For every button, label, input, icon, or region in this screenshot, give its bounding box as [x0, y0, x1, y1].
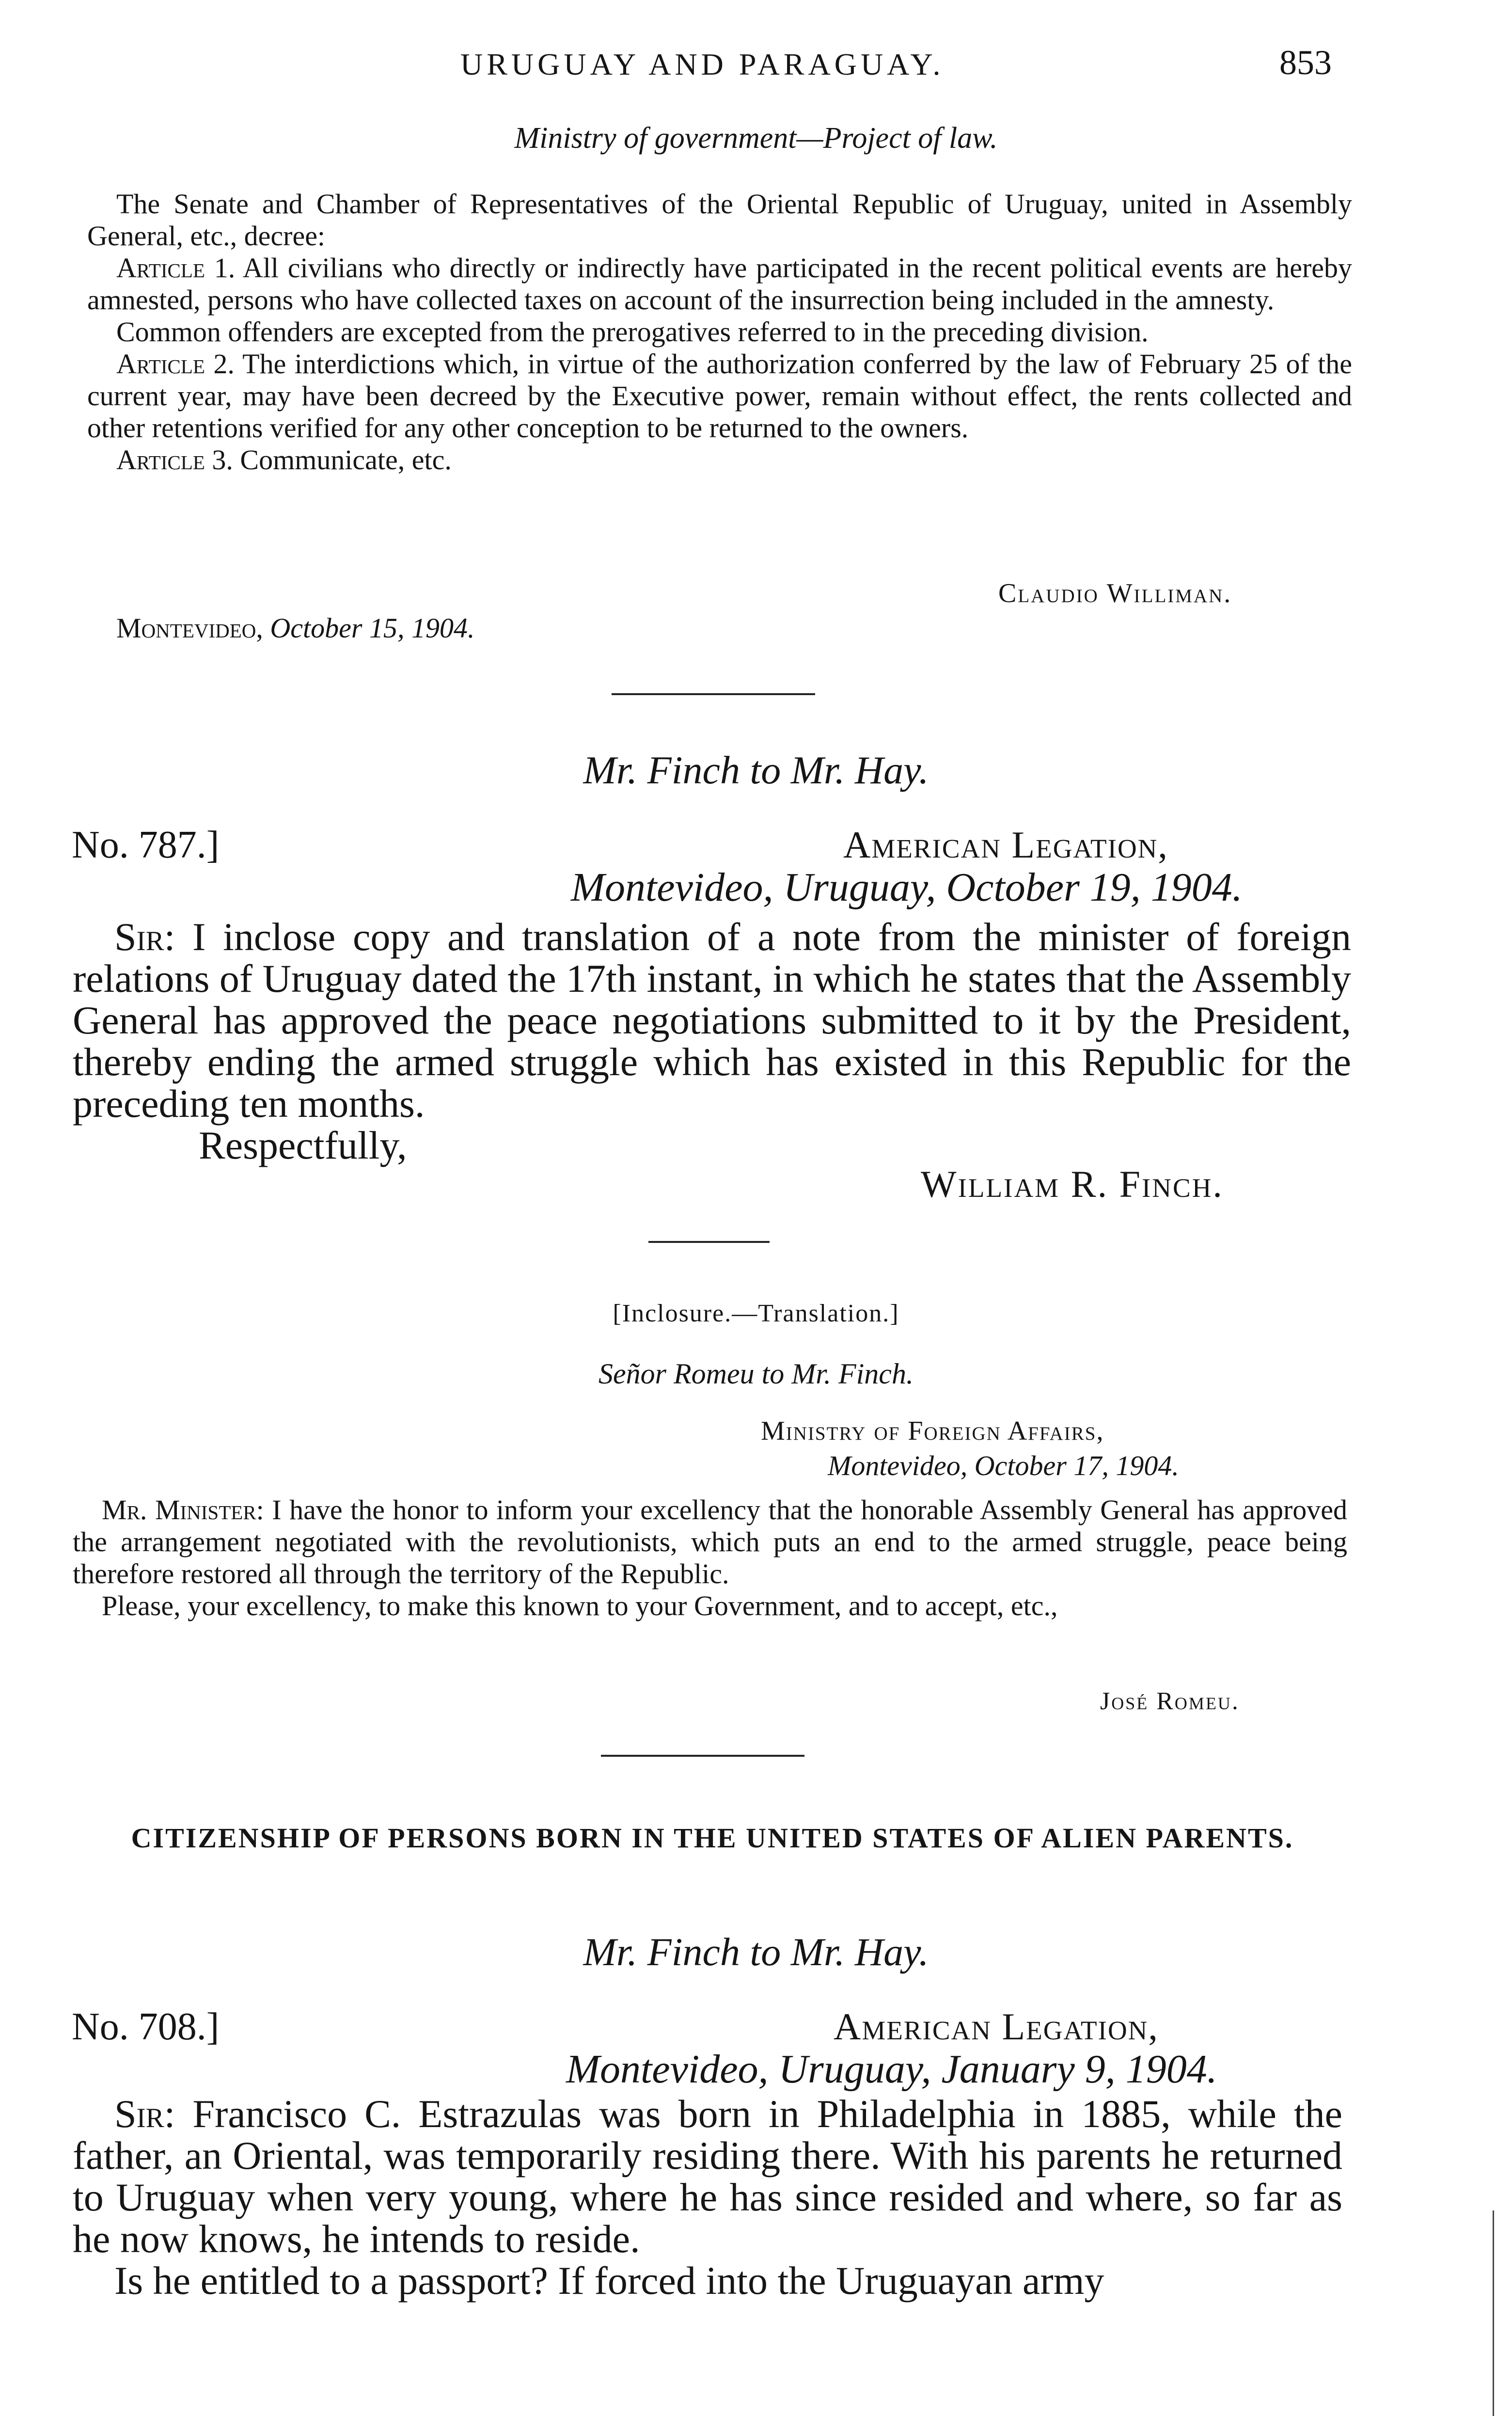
- letter-787-text: I inclose copy and translation of a note from the minister of foreign relations of Uruguay dated the 17th instant, in which he states that the Assembly General has approved the peace negotiations submitted to it by the President, thereby ending the armed struggle which has existed in this Republic for the preceding ten months.: [73, 915, 1352, 1126]
- letter-787-title: Mr. Finch to Mr. Hay.: [583, 748, 929, 792]
- article-label: Article: [116, 444, 205, 476]
- article-3: Article 3. Communicate, etc.: [116, 444, 452, 476]
- letter-787-closing: Respectfully,: [199, 1123, 407, 1167]
- section-divider: [612, 693, 815, 695]
- inclosure-place-date: Montevideo, October 17, 1904.: [828, 1450, 1179, 1481]
- page-number: 853: [1279, 43, 1332, 82]
- inclosure-text: I have the honor to inform your excellency that the honorable Assembly General has approved the arrangement negotiated with the revolutionists, which puts an end to the armed struggle, peace being therefore restored all through the territory of the Republic.: [73, 1494, 1348, 1589]
- letter-787-sender: American Legation,: [843, 824, 1168, 866]
- article-label: Article: [116, 252, 205, 284]
- letter-708-text: Francisco C. Estrazulas was born in Philadelphia in 1885, while the father, an Oriental, was temporarily residing there. With his parents he returned to Uruguay when very young, where he has since resided and where, so far as he now knows, he intends to reside.: [73, 2092, 1342, 2261]
- letter-708-continuation: Is he entitled to a passport? If forced into the Uruguayan army: [114, 2258, 1104, 2303]
- letter-787-signature: William R. Finch.: [921, 1163, 1224, 1205]
- inclosure-body: [73, 1494, 1347, 1622]
- inclosure-signature: José Romeu.: [1100, 1687, 1240, 1715]
- inclosure-label: [Inclosure.—Translation.]: [613, 1300, 899, 1327]
- project-of-law-body: [87, 188, 1352, 476]
- decree-preamble: The Senate and Chamber of Representatives of the Oriental Republic of Uruguay, united in Assembly General, etc., decree:: [87, 188, 1352, 252]
- salutation: Sir:: [114, 915, 175, 959]
- letter-787-number: No. 787.]: [72, 824, 220, 866]
- article-2: Article 2. The interdictions which, in virtue of the authorization conferred by the law of February 25 of the current year, may have been decreed by the Executive power, remain without effect, the rents collected and other retentions verified for any other conception to be returned to the owners.: [87, 348, 1353, 444]
- section-divider: [601, 1755, 804, 1757]
- salutation: Mr. Minister:: [102, 1494, 264, 1526]
- inclosure-sender: Ministry of Foreign Affairs,: [761, 1416, 1104, 1446]
- project-of-law-signature: Claudio Williman.: [998, 578, 1232, 608]
- inclosure-closing: Please, your excellency, to make this known to your Government, and to accept, etc.,: [102, 1590, 1058, 1621]
- salutation: Sir:: [114, 2092, 175, 2136]
- scan-edge-line: [1493, 2210, 1494, 2416]
- letter-708-body: [73, 2093, 1342, 2302]
- inclosure-title: Señor Romeu to Mr. Finch.: [598, 1358, 914, 1390]
- project-of-law-heading: Ministry of government—Project of law.: [514, 122, 998, 155]
- letter-708-number: No. 708.]: [72, 2005, 220, 2048]
- project-of-law-dateline: [116, 612, 474, 644]
- dateline-date: October 15, 1904.: [270, 612, 475, 644]
- section-heading: CITIZENSHIP OF PERSONS BORN IN THE UNITED STATES OF ALIEN PARENTS.: [131, 1822, 1294, 1854]
- section-divider: [648, 1241, 770, 1243]
- letter-708-title: Mr. Finch to Mr. Hay.: [583, 1930, 929, 1974]
- letter-708-sender: American Legation,: [834, 2005, 1159, 2048]
- article-1: Article 1. All civilians who directly or indirectly have participated in the recent political events are hereby amnested, persons who have collected taxes on account of the insurrection being included in the amnesty.: [87, 252, 1352, 316]
- article-label: Article: [116, 348, 205, 380]
- letter-787-body: [73, 916, 1351, 1166]
- dateline-place: Montevideo,: [116, 612, 263, 644]
- running-title: URUGUAY AND PARAGUAY.: [460, 47, 945, 81]
- article-1-exception: Common offenders are excepted from the prerogatives referred to in the preceding division.: [116, 316, 1149, 348]
- letter-708-place-date: Montevideo, Uruguay, January 9, 1904.: [566, 2047, 1217, 2092]
- letter-787-place-date: Montevideo, Uruguay, October 19, 1904.: [571, 865, 1243, 910]
